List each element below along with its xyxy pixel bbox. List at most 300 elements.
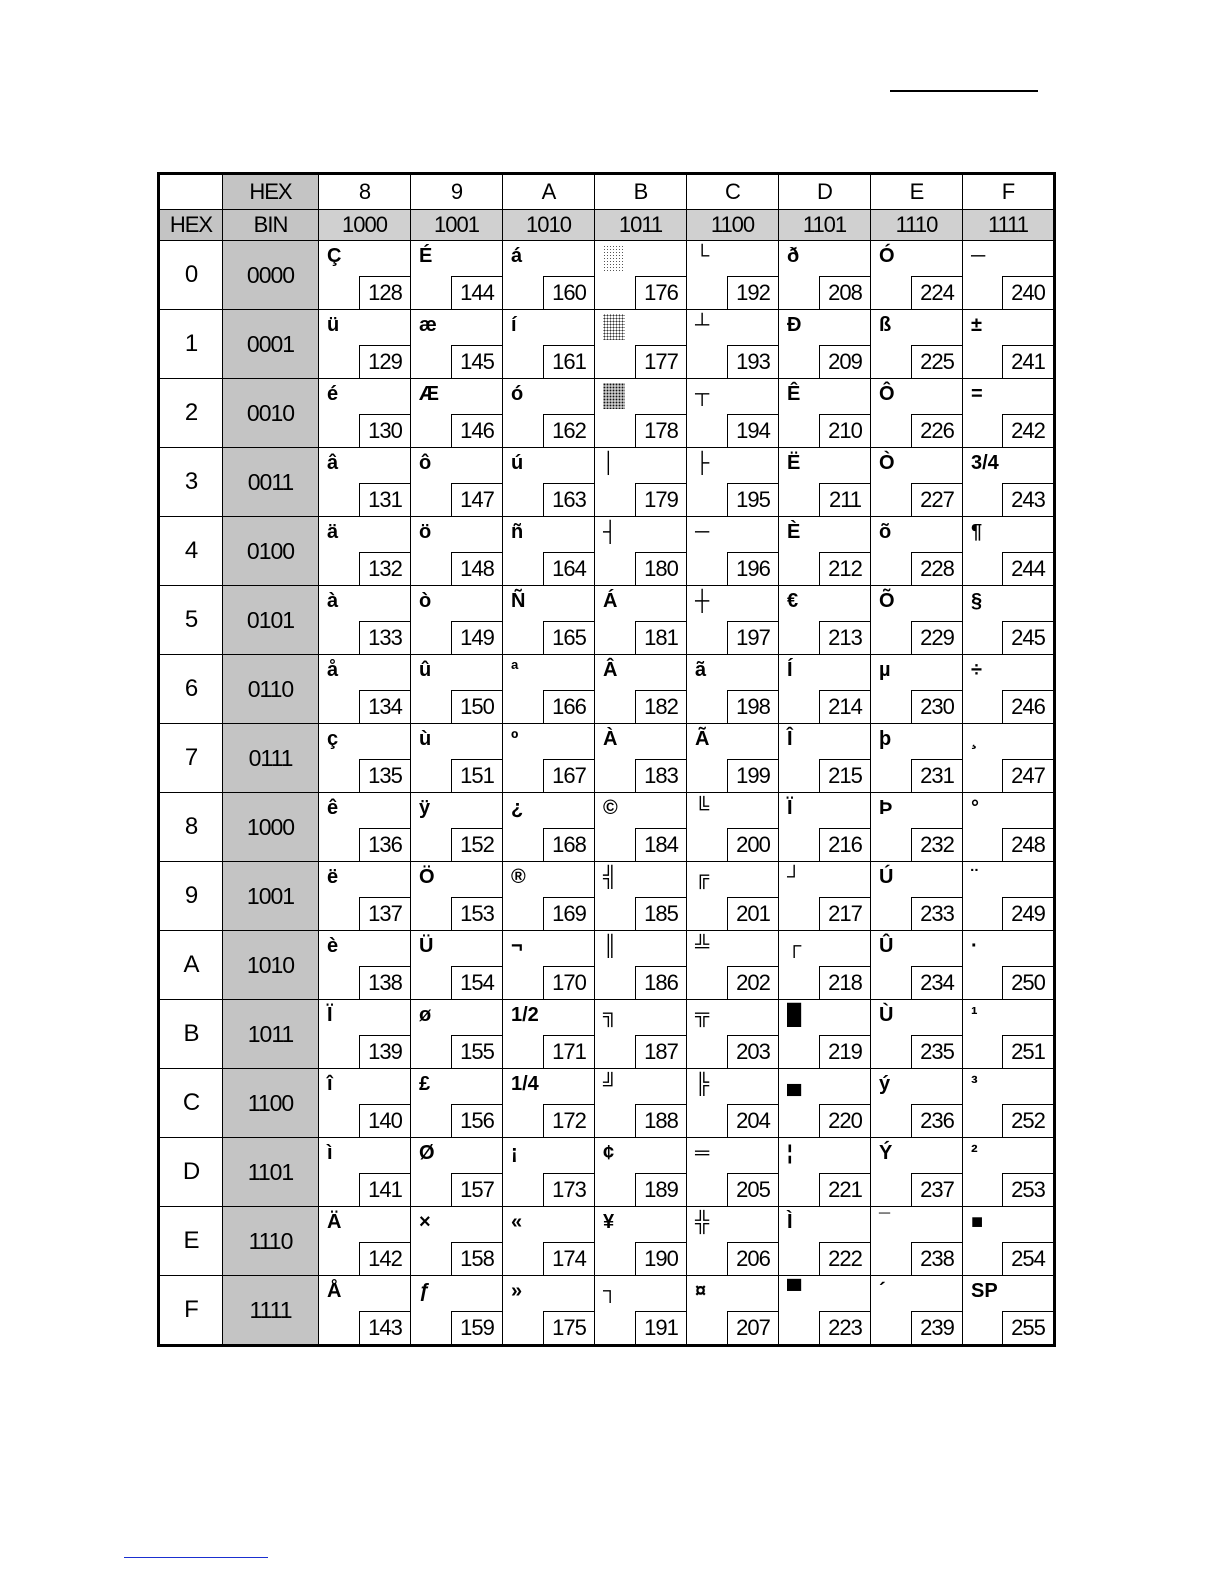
character-glyph: ó xyxy=(511,383,524,405)
decimal-code: 171 xyxy=(543,1035,594,1068)
decimal-code: 234 xyxy=(911,966,962,999)
character-cell xyxy=(411,931,503,1000)
decimal-code: 154 xyxy=(451,966,502,999)
decimal-code: 239 xyxy=(911,1311,962,1344)
decimal-code: 170 xyxy=(543,966,594,999)
character-cell xyxy=(319,448,411,517)
character-glyph: ù xyxy=(419,728,432,750)
table-row xyxy=(159,241,1055,310)
row-bin-label: 1111 xyxy=(223,1276,319,1346)
code-page-table xyxy=(157,172,1056,1347)
decimal-code: 211 xyxy=(819,483,870,516)
decimal-code: 173 xyxy=(543,1173,594,1206)
column-hex-6: E xyxy=(871,174,963,210)
decimal-code: 228 xyxy=(911,552,962,585)
decimal-code: 163 xyxy=(543,483,594,516)
decimal-code: 206 xyxy=(727,1242,778,1275)
character-cell xyxy=(687,1069,779,1138)
character-glyph: Ã xyxy=(695,728,710,750)
column-hex-0: 8 xyxy=(319,174,411,210)
decimal-code: 133 xyxy=(359,621,410,654)
character-glyph: Þ xyxy=(879,797,893,819)
decimal-code: 167 xyxy=(543,759,594,792)
row-bin-label: 1011 xyxy=(223,1000,319,1069)
character-glyph: £ xyxy=(419,1073,431,1095)
character-glyph: Ö xyxy=(419,866,435,888)
decimal-code: 247 xyxy=(1002,759,1053,792)
character-cell xyxy=(871,1207,963,1276)
character-cell xyxy=(779,1000,871,1069)
character-glyph: Æ xyxy=(419,383,439,405)
decimal-code: 196 xyxy=(727,552,778,585)
character-cell xyxy=(411,724,503,793)
decimal-code: 250 xyxy=(1002,966,1053,999)
character-cell xyxy=(411,379,503,448)
character-glyph: Å xyxy=(327,1280,342,1302)
header-row-hex xyxy=(159,174,1055,210)
character-glyph: ┘ xyxy=(787,866,802,888)
character-cell xyxy=(319,1207,411,1276)
character-cell xyxy=(411,241,503,310)
character-glyph: À xyxy=(603,728,618,750)
decimal-code: 178 xyxy=(635,414,686,447)
decimal-code: 223 xyxy=(819,1311,870,1344)
character-cell xyxy=(687,379,779,448)
character-cell xyxy=(779,793,871,862)
character-glyph: ║ xyxy=(603,935,618,957)
character-glyph: æ xyxy=(419,314,437,336)
corner-cell xyxy=(159,174,223,210)
character-glyph: å xyxy=(327,659,339,681)
character-glyph: ì xyxy=(327,1142,333,1164)
decimal-code: 129 xyxy=(359,345,410,378)
character-glyph: ┌ xyxy=(787,935,802,957)
row-hex-label: 1 xyxy=(159,310,223,379)
decimal-code: 213 xyxy=(819,621,870,654)
character-glyph: ° xyxy=(971,797,979,819)
character-cell xyxy=(319,586,411,655)
character-cell xyxy=(503,241,595,310)
decimal-code: 241 xyxy=(1002,345,1053,378)
character-glyph xyxy=(603,314,625,345)
character-cell xyxy=(503,793,595,862)
decimal-code: 235 xyxy=(911,1035,962,1068)
decimal-code: 134 xyxy=(359,690,410,723)
decimal-code: 139 xyxy=(359,1035,410,1068)
character-cell xyxy=(319,379,411,448)
table-row xyxy=(159,379,1055,448)
row-bin-label: 0010 xyxy=(223,379,319,448)
character-cell xyxy=(687,724,779,793)
decimal-code: 218 xyxy=(819,966,870,999)
character-cell xyxy=(779,931,871,1000)
character-cell xyxy=(411,1069,503,1138)
decimal-code: 229 xyxy=(911,621,962,654)
character-glyph: € xyxy=(787,590,799,612)
row-bin-label: 1110 xyxy=(223,1207,319,1276)
character-glyph: ¦ xyxy=(787,1142,793,1164)
character-glyph: Ç xyxy=(327,245,342,267)
decimal-code: 244 xyxy=(1002,552,1053,585)
decimal-code: 249 xyxy=(1002,897,1053,930)
decimal-code: 225 xyxy=(911,345,962,378)
character-cell xyxy=(411,448,503,517)
character-glyph: Ý xyxy=(879,1142,893,1164)
row-hex-label: 5 xyxy=(159,586,223,655)
row-hex-label: 3 xyxy=(159,448,223,517)
character-glyph: Ï xyxy=(787,797,793,819)
character-glyph: ¶ xyxy=(971,521,983,543)
character-cell xyxy=(595,586,687,655)
character-glyph: Ì xyxy=(787,1211,793,1233)
decimal-code: 175 xyxy=(543,1311,594,1344)
character-glyph: ª xyxy=(511,659,519,681)
decimal-code: 165 xyxy=(543,621,594,654)
character-glyph: ╩ xyxy=(695,935,710,957)
row-hex-label: D xyxy=(159,1138,223,1207)
character-cell xyxy=(411,1207,503,1276)
top-rule xyxy=(890,90,1038,92)
decimal-code: 217 xyxy=(819,897,870,930)
decimal-code: 240 xyxy=(1002,276,1053,309)
character-glyph: ┤ xyxy=(603,521,618,543)
character-cell xyxy=(503,1069,595,1138)
decimal-code: 174 xyxy=(543,1242,594,1275)
character-glyph: ø xyxy=(419,1004,432,1026)
character-cell xyxy=(871,1000,963,1069)
character-cell xyxy=(871,793,963,862)
character-glyph: Õ xyxy=(879,590,895,612)
decimal-code: 221 xyxy=(819,1173,870,1206)
character-glyph: ─ xyxy=(971,245,986,267)
character-glyph: Đ xyxy=(787,314,802,336)
character-glyph: Ï xyxy=(327,1004,333,1026)
row-hex-label: 4 xyxy=(159,517,223,586)
decimal-code: 148 xyxy=(451,552,502,585)
character-glyph: Â xyxy=(603,659,618,681)
character-cell xyxy=(871,931,963,1000)
character-cell xyxy=(963,655,1055,724)
character-glyph: ┼ xyxy=(695,590,710,612)
decimal-code: 219 xyxy=(819,1035,870,1068)
character-cell xyxy=(963,1276,1055,1346)
character-glyph: è xyxy=(327,935,339,957)
character-cell xyxy=(687,310,779,379)
row-bin-label: 0001 xyxy=(223,310,319,379)
character-glyph: ¿ xyxy=(511,797,524,819)
decimal-code: 227 xyxy=(911,483,962,516)
decimal-code: 231 xyxy=(911,759,962,792)
character-cell xyxy=(503,379,595,448)
character-glyph: ╣ xyxy=(603,866,618,888)
character-cell xyxy=(687,1207,779,1276)
decimal-code: 246 xyxy=(1002,690,1053,723)
decimal-code: 201 xyxy=(727,897,778,930)
character-glyph: Ê xyxy=(787,383,801,405)
decimal-code: 137 xyxy=(359,897,410,930)
character-cell xyxy=(319,931,411,1000)
decimal-code: 169 xyxy=(543,897,594,930)
row-hex-label: 6 xyxy=(159,655,223,724)
decimal-code: 151 xyxy=(451,759,502,792)
character-cell xyxy=(963,793,1055,862)
decimal-code: 203 xyxy=(727,1035,778,1068)
character-glyph: ╦ xyxy=(695,1004,710,1026)
character-cell xyxy=(871,862,963,931)
decimal-code: 135 xyxy=(359,759,410,792)
character-glyph: ƒ xyxy=(419,1280,431,1302)
character-cell xyxy=(503,517,595,586)
shade-block-icon xyxy=(603,245,625,271)
character-cell xyxy=(779,1276,871,1346)
decimal-code: 153 xyxy=(451,897,502,930)
decimal-code: 190 xyxy=(635,1242,686,1275)
decimal-code: 194 xyxy=(727,414,778,447)
character-glyph: ñ xyxy=(511,521,524,543)
row-hex-label: B xyxy=(159,1000,223,1069)
character-cell xyxy=(411,586,503,655)
character-glyph: Ô xyxy=(879,383,895,405)
row-bin-label: 0100 xyxy=(223,517,319,586)
character-glyph: Ó xyxy=(879,245,895,267)
decimal-code: 191 xyxy=(635,1311,686,1344)
decimal-code: 237 xyxy=(911,1173,962,1206)
character-cell xyxy=(871,379,963,448)
character-glyph: ô xyxy=(419,452,432,474)
character-glyph: Î xyxy=(787,728,793,750)
character-cell xyxy=(687,1276,779,1346)
row-hex-header-label: HEX xyxy=(159,210,223,241)
table-row xyxy=(159,862,1055,931)
character-cell xyxy=(595,1138,687,1207)
character-glyph: ² xyxy=(971,1142,978,1164)
decimal-code: 185 xyxy=(635,897,686,930)
character-cell xyxy=(503,586,595,655)
character-cell xyxy=(779,862,871,931)
decimal-code: 132 xyxy=(359,552,410,585)
character-cell xyxy=(503,448,595,517)
character-cell xyxy=(319,862,411,931)
character-glyph: × xyxy=(419,1211,431,1233)
row-bin-label: 0101 xyxy=(223,586,319,655)
decimal-code: 252 xyxy=(1002,1104,1053,1137)
character-glyph: ▀ xyxy=(787,1280,802,1302)
decimal-code: 236 xyxy=(911,1104,962,1137)
character-glyph xyxy=(603,383,625,414)
character-glyph: Ú xyxy=(879,866,894,888)
character-cell xyxy=(871,310,963,379)
decimal-code: 254 xyxy=(1002,1242,1053,1275)
column-hex-7: F xyxy=(963,174,1055,210)
character-glyph: ╝ xyxy=(603,1073,618,1095)
row-hex-label: C xyxy=(159,1069,223,1138)
character-cell xyxy=(319,241,411,310)
character-glyph: Á xyxy=(603,590,618,612)
character-glyph: 1/2 xyxy=(511,1004,539,1026)
decimal-code: 131 xyxy=(359,483,410,516)
character-cell xyxy=(595,241,687,310)
decimal-code: 162 xyxy=(543,414,594,447)
column-bin-6: 1110 xyxy=(871,210,963,241)
row-hex-label: 8 xyxy=(159,793,223,862)
column-hex-4: C xyxy=(687,174,779,210)
decimal-code: 200 xyxy=(727,828,778,861)
character-cell xyxy=(595,655,687,724)
character-glyph: õ xyxy=(879,521,892,543)
decimal-code: 232 xyxy=(911,828,962,861)
row-hex-label: 0 xyxy=(159,241,223,310)
decimal-code: 212 xyxy=(819,552,870,585)
character-cell xyxy=(871,586,963,655)
character-cell xyxy=(687,448,779,517)
table-row xyxy=(159,1069,1055,1138)
character-glyph: │ xyxy=(603,452,616,474)
character-cell xyxy=(319,724,411,793)
decimal-code: 166 xyxy=(543,690,594,723)
character-glyph: · xyxy=(971,935,978,957)
character-cell xyxy=(963,862,1055,931)
decimal-code: 155 xyxy=(451,1035,502,1068)
decimal-code: 255 xyxy=(1002,1311,1053,1344)
decimal-code: 146 xyxy=(451,414,502,447)
character-glyph: ³ xyxy=(971,1073,978,1095)
decimal-code: 176 xyxy=(635,276,686,309)
character-glyph: Ø xyxy=(419,1142,435,1164)
decimal-code: 214 xyxy=(819,690,870,723)
character-cell xyxy=(503,1276,595,1346)
character-cell xyxy=(411,1138,503,1207)
character-cell xyxy=(595,310,687,379)
decimal-code: 168 xyxy=(543,828,594,861)
column-bin-5: 1101 xyxy=(779,210,871,241)
character-glyph: é xyxy=(327,383,339,405)
character-cell xyxy=(411,862,503,931)
character-cell xyxy=(963,1069,1055,1138)
row-hex-label: A xyxy=(159,931,223,1000)
decimal-code: 183 xyxy=(635,759,686,792)
character-cell xyxy=(779,655,871,724)
row-hex-label: F xyxy=(159,1276,223,1346)
character-cell xyxy=(871,655,963,724)
table-row xyxy=(159,724,1055,793)
character-cell xyxy=(319,310,411,379)
decimal-code: 141 xyxy=(359,1173,410,1206)
row-bin-label: 1010 xyxy=(223,931,319,1000)
character-cell xyxy=(687,862,779,931)
row-bin-label: 1001 xyxy=(223,862,319,931)
character-glyph: « xyxy=(511,1211,523,1233)
decimal-code: 226 xyxy=(911,414,962,447)
decimal-code: 198 xyxy=(727,690,778,723)
decimal-code: 248 xyxy=(1002,828,1053,861)
character-cell xyxy=(871,517,963,586)
decimal-code: 243 xyxy=(1002,483,1053,516)
decimal-code: 204 xyxy=(727,1104,778,1137)
row-hex-label: 2 xyxy=(159,379,223,448)
decimal-code: 164 xyxy=(543,552,594,585)
decimal-code: 161 xyxy=(543,345,594,378)
character-glyph: Ò xyxy=(879,452,895,474)
character-cell xyxy=(687,241,779,310)
hex-header-label: HEX xyxy=(223,174,319,210)
character-glyph: ÿ xyxy=(419,797,431,819)
character-cell xyxy=(871,1138,963,1207)
character-glyph: ╬ xyxy=(695,1211,710,1233)
character-glyph: ë xyxy=(327,866,339,888)
character-cell xyxy=(687,931,779,1000)
character-cell xyxy=(871,1069,963,1138)
character-glyph: █ xyxy=(787,1004,802,1026)
decimal-code: 152 xyxy=(451,828,502,861)
character-glyph: á xyxy=(511,245,523,267)
shade-block-icon xyxy=(603,314,625,340)
character-glyph: ═ xyxy=(695,1142,710,1164)
table-row xyxy=(159,1276,1055,1346)
character-cell xyxy=(411,793,503,862)
decimal-code: 208 xyxy=(819,276,870,309)
row-bin-label: 1000 xyxy=(223,793,319,862)
character-glyph: É xyxy=(419,245,433,267)
character-cell xyxy=(779,724,871,793)
character-glyph: Ë xyxy=(787,452,801,474)
character-glyph: ü xyxy=(327,314,340,336)
character-glyph: ÷ xyxy=(971,659,982,681)
character-cell xyxy=(503,862,595,931)
decimal-code: 230 xyxy=(911,690,962,723)
character-cell xyxy=(595,448,687,517)
character-glyph: 1/4 xyxy=(511,1073,539,1095)
character-glyph: 3/4 xyxy=(971,452,999,474)
column-bin-2: 1010 xyxy=(503,210,595,241)
character-cell xyxy=(503,655,595,724)
decimal-code: 140 xyxy=(359,1104,410,1137)
row-hex-label: 7 xyxy=(159,724,223,793)
decimal-code: 145 xyxy=(451,345,502,378)
character-glyph xyxy=(603,245,625,276)
character-glyph: ö xyxy=(419,521,432,543)
character-cell xyxy=(779,1138,871,1207)
character-cell xyxy=(963,1138,1055,1207)
row-bin-label: 0011 xyxy=(223,448,319,517)
table-row xyxy=(159,1207,1055,1276)
decimal-code: 251 xyxy=(1002,1035,1053,1068)
decimal-code: 138 xyxy=(359,966,410,999)
character-cell xyxy=(411,517,503,586)
table-row xyxy=(159,448,1055,517)
decimal-code: 202 xyxy=(727,966,778,999)
decimal-code: 186 xyxy=(635,966,686,999)
character-cell xyxy=(319,793,411,862)
character-cell xyxy=(963,241,1055,310)
character-cell xyxy=(503,310,595,379)
decimal-code: 130 xyxy=(359,414,410,447)
character-glyph: ¹ xyxy=(971,1004,978,1026)
character-glyph: ú xyxy=(511,452,524,474)
character-cell xyxy=(411,1276,503,1346)
decimal-code: 143 xyxy=(359,1311,410,1344)
table-row xyxy=(159,517,1055,586)
table-row xyxy=(159,655,1055,724)
character-glyph: ¸ xyxy=(971,728,978,750)
character-cell xyxy=(595,862,687,931)
decimal-code: 144 xyxy=(451,276,502,309)
decimal-code: 222 xyxy=(819,1242,870,1275)
character-cell xyxy=(687,1000,779,1069)
decimal-code: 177 xyxy=(635,345,686,378)
character-cell xyxy=(319,1069,411,1138)
decimal-code: 142 xyxy=(359,1242,410,1275)
character-glyph: ® xyxy=(511,866,526,888)
